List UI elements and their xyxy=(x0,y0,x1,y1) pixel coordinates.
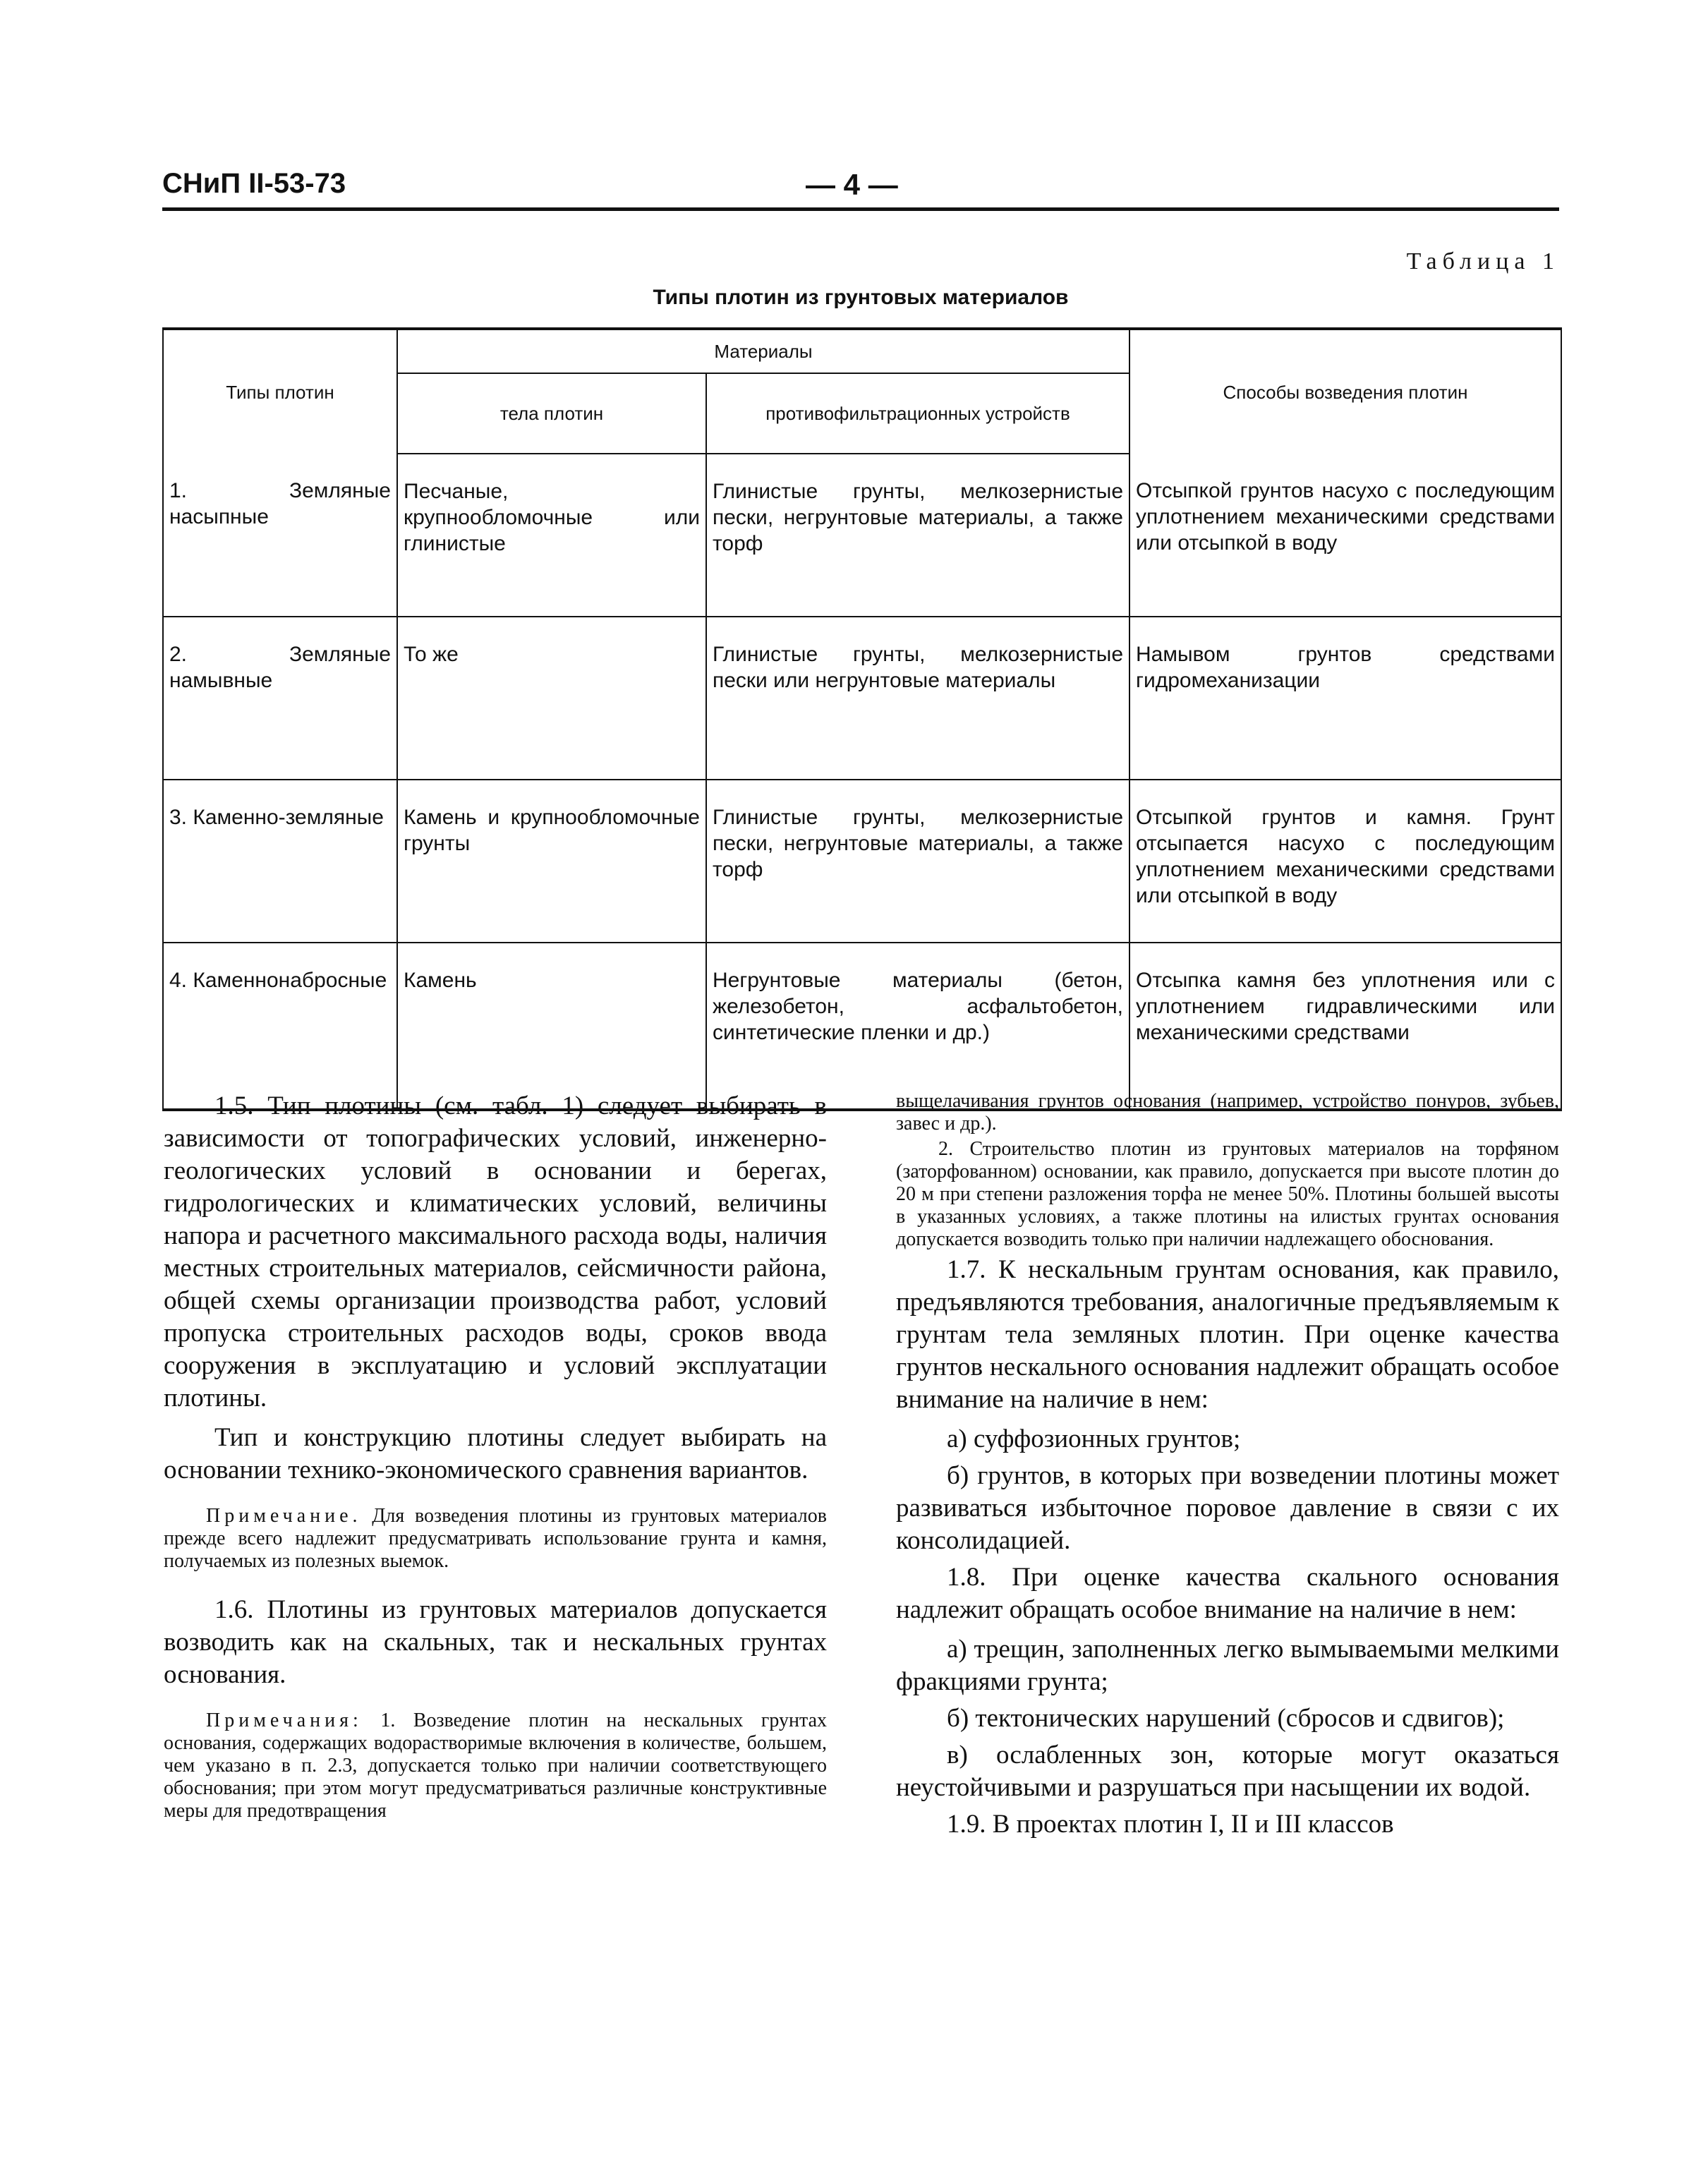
table-title: Типы плотин из грунтовых материалов xyxy=(653,286,1069,309)
paragraph-1-6: 1.6. Плотины из грунтовых материалов допускается возводить как на скальных, так и нескальных грунтах основания. xyxy=(164,1595,827,1689)
list-item: б) тектонических нарушений (сбросов и сдвигов); xyxy=(947,1704,1505,1733)
list-item: а) трещин, заполненных легко вымываемыми мелкими фракциями грунта; xyxy=(896,1635,1559,1696)
left-text-column xyxy=(164,1090,827,1844)
cell-dam-type: 4. Каменнонабросные xyxy=(163,943,397,1110)
list-item: б) грунтов, в которых при возведении плотины может развиваться избыточное поровое давление в связи с их консолидацией. xyxy=(896,1461,1559,1555)
header-rule xyxy=(162,207,1559,211)
cell-antifilter-material: Глинистые грунты, мелкозернистые пески или негрунтовые материалы xyxy=(706,617,1129,780)
cell-construction-method: Отсыпкой грунтов насухо с последующим уплотнением механическими средствами или отсыпкой в воду xyxy=(1129,454,1561,617)
paragraph-1-8: 1.8. При оценке качества скального основания надлежит обращать особое внимание на наличие в нем: xyxy=(896,1563,1559,1624)
paragraph-1-5-continued: Тип и конструкцию плотины следует выбирать на основании технико-экономического сравнения вариантов. xyxy=(164,1423,827,1484)
paragraph-1-9: 1.9. В проектах плотин I, II и III классов xyxy=(947,1810,1394,1839)
right-text-column xyxy=(896,1090,1559,1848)
cell-antifilter-material: Негрунтовые материалы (бетон, железобетон, асфальтобетон, синтетические пленки и др.) xyxy=(706,943,1129,1110)
table-row xyxy=(163,454,1561,617)
column-header-dam-body: тела плотин xyxy=(397,373,706,454)
page-header xyxy=(162,168,1559,210)
notes-label: Примечания: xyxy=(206,1710,363,1731)
list-item: а) суффозионных грунтов; xyxy=(947,1424,1241,1453)
column-header-dam-type: Типы плотин xyxy=(163,329,397,454)
paragraph-1-7: 1.7. К нескальным грунтам основания, как правило, предъявляются требования, аналогичные предъявляемым к грунтам тела земляных плотин. При оценке качества грунтов нескального основания надлежит обращать особое внимание на наличие в нем: xyxy=(896,1255,1559,1414)
notes-text: 1. Возведение плотин на нескальных грунтах основания, содержащих водорастворимые включения в количестве, большем, чем указано в п. 2.3, допускается только при наличии соответствующего обоснования; при этом могут предусматриваться различные конструктивные меры для предотвращения xyxy=(164,1710,828,1822)
page-number: — 4 — xyxy=(806,168,898,201)
note-1-5 xyxy=(164,1505,827,1573)
table-row xyxy=(163,780,1561,943)
cell-dam-type: 3. Каменно-земляные xyxy=(163,780,397,943)
cell-antifilter-material: Глинистые грунты, мелкозернистые пески, негрунтовые материалы, а также торф xyxy=(706,780,1129,943)
note-text: Для возведения плотины из грунтовых материалов прежде всего надлежит предусматривать использование грунта и камня, получаемых из полезных выемок. xyxy=(164,1505,828,1572)
list-item: в) ослабленных зон, которые могут оказаться неустойчивыми и разрушаться при насыщении их водой. xyxy=(896,1741,1559,1802)
note-2: 2. Строительство плотин из грунтовых материалов на торфяном (заторфованном) основании, как правило, допускается при высоте плотин до 20 м при степени разложения торфа не менее 50%. Плотины большей высоты в указанных условиях, а также плотины на илистых грунтах основания допускается возводить только при наличии надлежащего обоснования. xyxy=(896,1138,1559,1250)
cell-antifilter-material: Глинистые грунты, мелкозернистые пески, негрунтовые материалы, а также торф xyxy=(706,454,1129,617)
column-header-materials: Материалы xyxy=(397,329,1129,373)
cell-construction-method: Отсыпка камня без уплотнения или с уплотнением гидравлическими или механическими средствами xyxy=(1129,943,1561,1110)
dam-types-table xyxy=(162,327,1562,1111)
column-header-antifilter: противофильтрационных устройств xyxy=(706,373,1129,454)
cell-dam-type: 1. Земляные насыпные xyxy=(163,454,397,617)
cell-body-material: Камень xyxy=(397,943,706,1110)
table-row xyxy=(163,943,1561,1110)
notes-1-6 xyxy=(164,1710,827,1822)
paragraph-1-5: 1.5. Тип плотины (см. табл. 1) следует выбирать в зависимости от топографических условий, инженерно-геологических условий в основании и берегах, гидрологических и климатических условий, величины напора и расчетного максимального расхода воды, наличия местных строительных материалов, сейсмичности района, общей схемы организации производства работ, условий пропуска строительных расходов воды, сроков ввода сооружения в эксплуатацию и условий эксплуатации плотины. xyxy=(164,1091,827,1412)
column-header-methods: Способы возведения плотин xyxy=(1129,329,1561,454)
cell-body-material: Камень и крупнообломочные грунты xyxy=(397,780,706,943)
note-label: Примечание. xyxy=(206,1505,362,1527)
document-code: СНиП II-53-73 xyxy=(162,168,346,199)
cell-construction-method: Намывом грунтов средствами гидромеханизации xyxy=(1129,617,1561,780)
cell-construction-method: Отсыпкой грунтов и камня. Грунт отсыпается насухо с последующим уплотнением механическими средствами или отсыпкой в воду xyxy=(1129,780,1561,943)
cell-dam-type: 2. Земляные намывные xyxy=(163,617,397,780)
table-label: Таблица 1 xyxy=(1406,248,1560,274)
notes-continued: выщелачивания грунтов основания (например, устройство понуров, зубьев, завес и др.). xyxy=(896,1090,1559,1135)
table-row xyxy=(163,617,1561,780)
cell-body-material: То же xyxy=(397,617,706,780)
cell-body-material: Песчаные, крупнообломочные или глинистые xyxy=(397,454,706,617)
